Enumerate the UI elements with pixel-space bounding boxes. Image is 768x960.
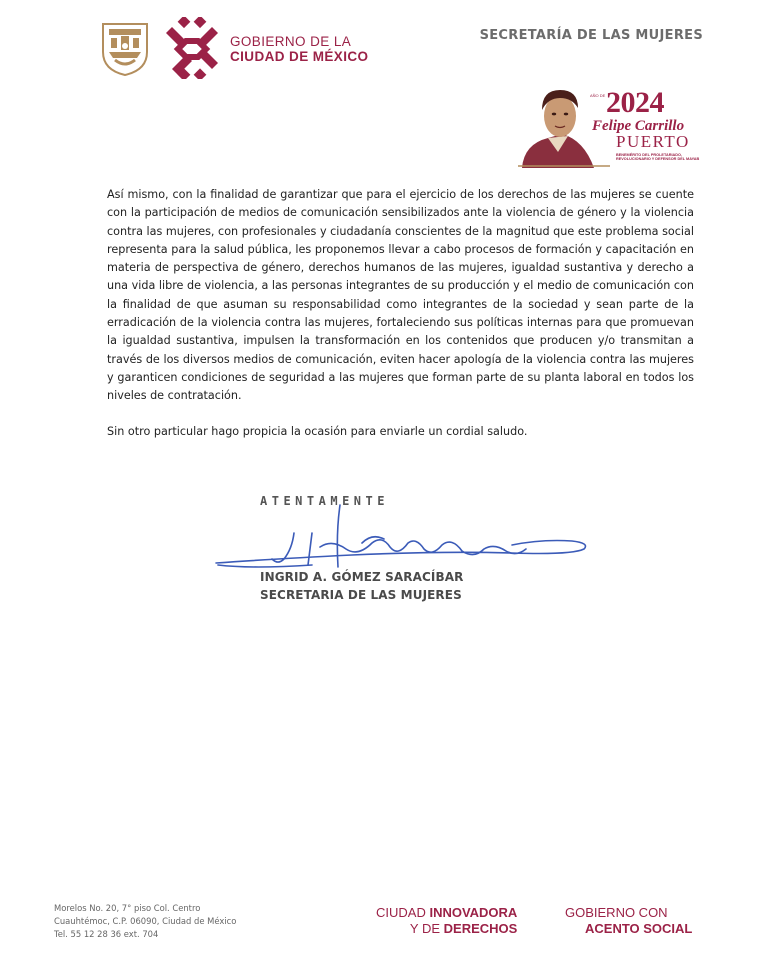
handwritten-signature	[212, 503, 592, 575]
anniversary-surname: PUERTO	[616, 132, 690, 151]
closing-salutation: ATENTAMENTE	[260, 494, 389, 508]
government-line-2: CIUDAD DE MÉXICO	[230, 49, 369, 64]
government-line-1: GOBIERNO DE LA	[230, 34, 352, 49]
body-paragraph-1: Así mismo, con la finalidad de garantizar que para el ejercicio de los derechos de las mujeres se cuente con la participación de medios de comunicación sensibilizados ante la violencia de género y la violencia contra las mujeres, con profesionales y ciudadanía conscientes de la magnitud que este problema social representa para la salud pública, les proponemos llevar a cabo procesos de formación y capacitación en materia de perspectiva de género, derechos humanos de las mujeres, igualdad sustantiva y derecho a una vida libre de violencia, a las personas integrantes de su producción y el medio de comunicación con la finalidad de que asuman su responsabilidad como integrantes de la sociedad y sean parte de la erradicación de la violencia contra las mujeres, fortaleciendo sus políticas internas para que promuevan la igualdad sustantiva, impulsen la transformación en los contenidos que producen y/o transmitan a través de los diversos medios de comunicación, eviten hacer apología de la violencia contra las mujeres y garanticen condiciones de seguridad a las mujeres que forman parte de su planta laboral en todos los niveles de contratación.	[107, 188, 694, 403]
slogan-ciudad-innovadora	[376, 905, 517, 937]
signer-title: SECRETARIA DE LAS MUJERES	[260, 588, 462, 602]
signer-name: INGRID A. GÓMEZ SARACÍBAR	[260, 570, 464, 584]
slogan1-part-d: DERECHOS	[443, 921, 518, 936]
slogan1-part-b: INNOVADORA	[429, 905, 518, 920]
address-line-2: Cuauhtémoc, C.P. 06090, Ciudad de México	[54, 916, 237, 926]
slogan1-part-c: Y DE	[409, 921, 444, 936]
letter-body	[107, 186, 694, 441]
cdmx-coat-of-arms-icon	[101, 22, 149, 76]
signer-block	[260, 568, 463, 604]
footer-address	[54, 902, 236, 941]
address-line-1: Morelos No. 20, 7° piso Col. Centro	[54, 903, 201, 913]
slogan-acento-social	[565, 905, 692, 937]
anniversary-year: 2024	[606, 86, 664, 119]
body-paragraph-2: Sin otro particular hago propicia la ocasión para enviarle un cordial saludo.	[107, 424, 528, 438]
slogan1-part-a: CIUDAD	[376, 905, 430, 920]
cdmx-logo-icon	[166, 17, 218, 79]
address-line-3: Tel. 55 12 28 36 ext. 704	[54, 929, 159, 939]
anniversary-motto: BENEMÉRITO DEL PROLETARIADO, REVOLUCIONARIO Y DEFENSOR DEL MAYAB	[616, 153, 700, 162]
slogan2-line-1: GOBIERNO CON	[565, 905, 668, 920]
secretaria-header: SECRETARÍA DE LAS MUJERES	[479, 28, 703, 43]
anniversary-label: AÑO DE	[590, 93, 606, 98]
anniversary-name: Felipe Carrillo	[592, 118, 685, 134]
slogan2-line-2: ACENTO SOCIAL	[585, 921, 693, 936]
anniversary-logo	[518, 82, 704, 168]
government-name	[230, 34, 368, 64]
